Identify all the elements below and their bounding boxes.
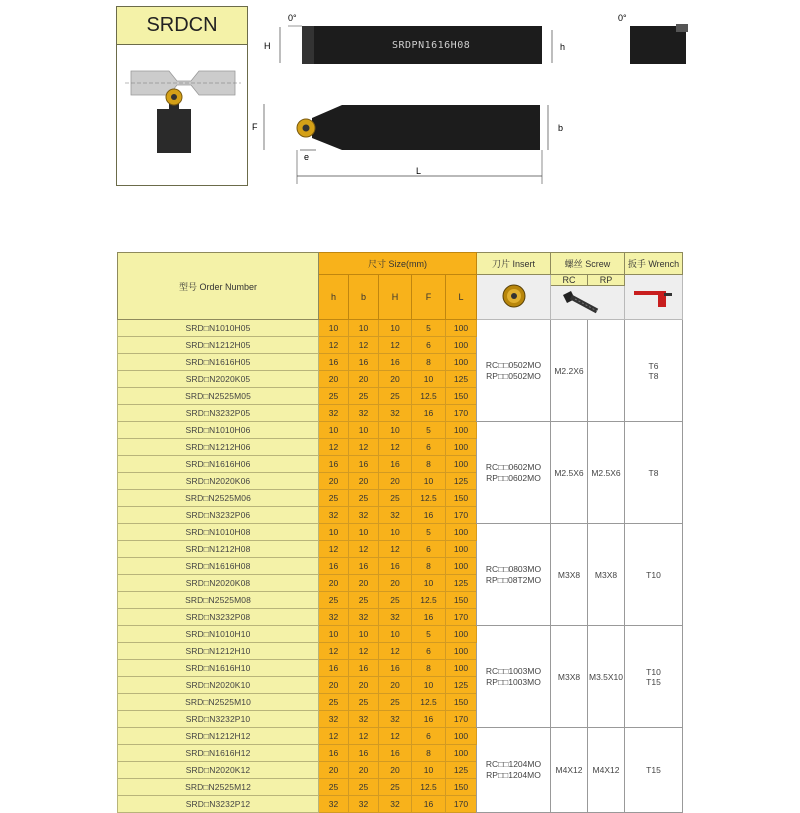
insert-cell xyxy=(477,422,551,524)
screw-rc-cell: M3X8 xyxy=(551,524,588,626)
header-size: 尺寸 Size(mm) xyxy=(319,253,477,275)
value-h: 25 xyxy=(319,490,349,507)
value-L: 170 xyxy=(446,609,477,626)
header-col-H: H xyxy=(379,275,412,320)
value-h: 12 xyxy=(319,728,349,745)
value-b: 25 xyxy=(349,779,379,796)
value-H: 25 xyxy=(379,694,412,711)
value-h: 20 xyxy=(319,677,349,694)
dim-L: L xyxy=(416,166,422,176)
value-H: 16 xyxy=(379,558,412,575)
value-F: 5 xyxy=(412,524,446,541)
order-number: SRD□N3232P05 xyxy=(118,405,319,422)
value-b: 10 xyxy=(349,626,379,643)
value-F: 8 xyxy=(412,558,446,575)
value-b: 32 xyxy=(349,609,379,626)
value-h: 16 xyxy=(319,745,349,762)
order-number: SRD□N1010H06 xyxy=(118,422,319,439)
insert-rp: RP□□0502MO xyxy=(486,370,541,381)
value-L: 170 xyxy=(446,711,477,728)
insert-cell xyxy=(477,524,551,626)
value-L: 150 xyxy=(446,779,477,796)
header-col-b: b xyxy=(349,275,379,320)
value-h: 12 xyxy=(319,541,349,558)
wrench-2: T8 xyxy=(648,370,659,381)
order-number: SRD□N2525M06 xyxy=(118,490,319,507)
value-b: 10 xyxy=(349,320,379,337)
order-number: SRD□N1010H08 xyxy=(118,524,319,541)
tool-preview-drawing xyxy=(117,45,247,185)
value-H: 32 xyxy=(379,405,412,422)
value-h: 12 xyxy=(319,643,349,660)
table-row xyxy=(118,422,683,439)
wrench-cell xyxy=(625,320,683,422)
value-L: 150 xyxy=(446,694,477,711)
dim-F: F xyxy=(252,122,258,132)
order-number: SRD□N1616H12 xyxy=(118,745,319,762)
value-b: 25 xyxy=(349,592,379,609)
value-H: 10 xyxy=(379,626,412,643)
value-b: 16 xyxy=(349,456,379,473)
order-number: SRD□N1010H10 xyxy=(118,626,319,643)
value-h: 32 xyxy=(319,405,349,422)
value-L: 100 xyxy=(446,524,477,541)
insert-image-cell xyxy=(477,275,551,320)
header-screw-rp: RP xyxy=(588,275,625,286)
value-H: 25 xyxy=(379,388,412,405)
wrench-1: T10 xyxy=(646,666,661,677)
header-col-h: h xyxy=(319,275,349,320)
value-H: 16 xyxy=(379,354,412,371)
value-L: 170 xyxy=(446,796,477,813)
value-h: 20 xyxy=(319,371,349,388)
side-view-head xyxy=(302,26,314,64)
value-H: 10 xyxy=(379,524,412,541)
value-H: 16 xyxy=(379,745,412,762)
value-F: 5 xyxy=(412,320,446,337)
order-number: SRD□N3232P10 xyxy=(118,711,319,728)
value-F: 12.5 xyxy=(412,490,446,507)
header-col-F: F xyxy=(412,275,446,320)
value-b: 16 xyxy=(349,558,379,575)
value-h: 25 xyxy=(319,388,349,405)
value-h: 25 xyxy=(319,779,349,796)
value-b: 16 xyxy=(349,660,379,677)
value-b: 12 xyxy=(349,643,379,660)
value-L: 125 xyxy=(446,371,477,388)
value-F: 10 xyxy=(412,371,446,388)
header-model: 型号 Order Number xyxy=(118,253,319,320)
value-H: 32 xyxy=(379,507,412,524)
insert-rp: RP□□08T2MO xyxy=(485,574,542,585)
value-L: 100 xyxy=(446,320,477,337)
value-L: 125 xyxy=(446,762,477,779)
screw-icon xyxy=(553,287,623,317)
value-H: 16 xyxy=(379,660,412,677)
order-number: SRD□N1616H06 xyxy=(118,456,319,473)
value-F: 5 xyxy=(412,626,446,643)
value-b: 25 xyxy=(349,388,379,405)
product-code: SRDCN xyxy=(116,6,248,44)
value-h: 12 xyxy=(319,337,349,354)
value-H: 25 xyxy=(379,490,412,507)
value-L: 125 xyxy=(446,473,477,490)
insert-rp: RP□□0602MO xyxy=(486,472,541,483)
value-L: 125 xyxy=(446,677,477,694)
screw-rc-cell: M2.2X6 xyxy=(551,320,588,422)
value-L: 150 xyxy=(446,490,477,507)
value-F: 6 xyxy=(412,337,446,354)
header-col-L: L xyxy=(446,275,477,320)
value-H: 12 xyxy=(379,337,412,354)
value-H: 12 xyxy=(379,439,412,456)
value-F: 16 xyxy=(412,405,446,422)
header-wrench: 扳手 Wrench xyxy=(625,253,683,275)
wrench-image-cell xyxy=(625,275,683,320)
engraved-model: SRDPN1616H08 xyxy=(392,40,471,51)
table-row xyxy=(118,728,683,745)
order-number: SRD□N1212H06 xyxy=(118,439,319,456)
wrench-cell xyxy=(625,626,683,728)
order-number: SRD□N2020K06 xyxy=(118,473,319,490)
value-h: 25 xyxy=(319,592,349,609)
wrench-1: T8 xyxy=(648,467,659,478)
angle-right: 0° xyxy=(618,13,627,23)
top-view-shank xyxy=(312,105,540,150)
value-F: 12.5 xyxy=(412,388,446,405)
value-b: 20 xyxy=(349,575,379,592)
value-b: 32 xyxy=(349,405,379,422)
order-number: SRD□N1212H10 xyxy=(118,643,319,660)
insert-cell xyxy=(477,320,551,422)
value-b: 32 xyxy=(349,796,379,813)
value-F: 16 xyxy=(412,796,446,813)
value-F: 10 xyxy=(412,762,446,779)
value-b: 10 xyxy=(349,524,379,541)
value-b: 20 xyxy=(349,371,379,388)
value-b: 32 xyxy=(349,711,379,728)
value-L: 100 xyxy=(446,626,477,643)
order-number: SRD□N2525M12 xyxy=(118,779,319,796)
insert-rp: RP□□1204MO xyxy=(486,770,541,780)
table-row xyxy=(118,524,683,541)
value-h: 20 xyxy=(319,473,349,490)
wrench-1: T6 xyxy=(648,360,659,371)
value-b: 25 xyxy=(349,490,379,507)
value-b: 16 xyxy=(349,354,379,371)
tool-preview xyxy=(116,44,248,186)
value-L: 170 xyxy=(446,405,477,422)
header-insert: 刀片 Insert xyxy=(477,253,551,275)
order-number: SRD□N1212H12 xyxy=(118,728,319,745)
screw-rc-cell: M3X8 xyxy=(551,626,588,728)
value-L: 100 xyxy=(446,541,477,558)
value-H: 20 xyxy=(379,762,412,779)
value-F: 8 xyxy=(412,456,446,473)
value-F: 6 xyxy=(412,541,446,558)
value-F: 12.5 xyxy=(412,779,446,796)
value-F: 6 xyxy=(412,728,446,745)
value-h: 16 xyxy=(319,354,349,371)
table-row xyxy=(118,626,683,643)
value-b: 20 xyxy=(349,473,379,490)
insert-rp: RP□□1003MO xyxy=(486,676,541,687)
value-h: 10 xyxy=(319,626,349,643)
order-number: SRD□N2020K10 xyxy=(118,677,319,694)
value-F: 5 xyxy=(412,422,446,439)
value-F: 10 xyxy=(412,473,446,490)
insert-rc: RC□□1204MO xyxy=(485,759,542,769)
value-h: 25 xyxy=(319,694,349,711)
order-number: SRD□N2525M05 xyxy=(118,388,319,405)
value-b: 12 xyxy=(349,728,379,745)
value-L: 125 xyxy=(446,575,477,592)
value-H: 32 xyxy=(379,609,412,626)
value-F: 8 xyxy=(412,745,446,762)
value-L: 100 xyxy=(446,745,477,762)
tool-drawing xyxy=(250,0,710,190)
insert-rc: RC□□0602MO xyxy=(485,461,542,472)
wrench-1: T15 xyxy=(646,765,661,775)
value-L: 100 xyxy=(446,558,477,575)
value-H: 16 xyxy=(379,456,412,473)
angle-left: 0° xyxy=(288,13,297,23)
order-number: SRD□N3232P12 xyxy=(118,796,319,813)
value-H: 10 xyxy=(379,422,412,439)
spec-table xyxy=(117,252,683,813)
table-row xyxy=(118,320,683,337)
order-number: SRD□N1212H08 xyxy=(118,541,319,558)
value-H: 20 xyxy=(379,473,412,490)
screw-rp-cell: M4X12 xyxy=(588,728,625,813)
value-F: 12.5 xyxy=(412,592,446,609)
value-H: 32 xyxy=(379,796,412,813)
order-number: SRD□N1616H10 xyxy=(118,660,319,677)
value-b: 25 xyxy=(349,694,379,711)
order-number: SRD□N2525M10 xyxy=(118,694,319,711)
value-L: 100 xyxy=(446,643,477,660)
value-L: 100 xyxy=(446,439,477,456)
value-H: 25 xyxy=(379,779,412,796)
value-H: 20 xyxy=(379,371,412,388)
value-F: 12.5 xyxy=(412,694,446,711)
value-h: 32 xyxy=(319,609,349,626)
order-number: SRD□N2525M08 xyxy=(118,592,319,609)
value-F: 16 xyxy=(412,507,446,524)
value-L: 170 xyxy=(446,507,477,524)
value-b: 12 xyxy=(349,337,379,354)
wrench-icon xyxy=(628,283,680,309)
value-h: 10 xyxy=(319,524,349,541)
value-L: 150 xyxy=(446,592,477,609)
screw-rc-cell: M2.5X6 xyxy=(551,422,588,524)
value-h: 16 xyxy=(319,660,349,677)
value-h: 32 xyxy=(319,507,349,524)
value-F: 8 xyxy=(412,354,446,371)
value-F: 10 xyxy=(412,677,446,694)
order-number: SRD□N1010H05 xyxy=(118,320,319,337)
wrench-2: T15 xyxy=(646,676,661,687)
value-H: 10 xyxy=(379,320,412,337)
order-number: SRD□N1616H08 xyxy=(118,558,319,575)
value-L: 100 xyxy=(446,354,477,371)
value-L: 100 xyxy=(446,422,477,439)
value-F: 6 xyxy=(412,439,446,456)
value-L: 100 xyxy=(446,660,477,677)
value-b: 12 xyxy=(349,439,379,456)
order-number: SRD□N1616H05 xyxy=(118,354,319,371)
order-number: SRD□N3232P06 xyxy=(118,507,319,524)
screw-rp-cell xyxy=(588,320,625,422)
order-number: SRD□N2020K12 xyxy=(118,762,319,779)
value-b: 20 xyxy=(349,762,379,779)
value-H: 20 xyxy=(379,677,412,694)
value-H: 12 xyxy=(379,728,412,745)
value-F: 10 xyxy=(412,575,446,592)
screw-rp-cell: M3.5X10 xyxy=(588,626,625,728)
value-H: 25 xyxy=(379,592,412,609)
value-b: 20 xyxy=(349,677,379,694)
value-F: 6 xyxy=(412,643,446,660)
value-h: 20 xyxy=(319,575,349,592)
value-F: 16 xyxy=(412,711,446,728)
dim-b: b xyxy=(558,123,564,133)
dim-H: H xyxy=(264,41,271,51)
screw-rp-cell: M2.5X6 xyxy=(588,422,625,524)
screw-rp-cell: M3X8 xyxy=(588,524,625,626)
insert-rc: RC□□1003MO xyxy=(485,665,542,676)
value-h: 10 xyxy=(319,422,349,439)
insert-rc: RC□□0502MO xyxy=(485,359,542,370)
value-F: 8 xyxy=(412,660,446,677)
value-h: 10 xyxy=(319,320,349,337)
order-number: SRD□N2020K05 xyxy=(118,371,319,388)
value-H: 12 xyxy=(379,643,412,660)
insert-rc: RC□□0803MO xyxy=(485,563,542,574)
order-number: SRD□N3232P08 xyxy=(118,609,319,626)
insert-cell xyxy=(477,626,551,728)
value-F: 16 xyxy=(412,609,446,626)
value-h: 12 xyxy=(319,439,349,456)
value-h: 32 xyxy=(319,796,349,813)
header-screw-rc: RC xyxy=(551,275,588,286)
insert-icon xyxy=(499,283,529,309)
value-L: 150 xyxy=(446,388,477,405)
dim-h: h xyxy=(560,42,566,52)
order-number: SRD□N2020K08 xyxy=(118,575,319,592)
value-h: 32 xyxy=(319,711,349,728)
value-L: 100 xyxy=(446,456,477,473)
screw-rc-cell: M4X12 xyxy=(551,728,588,813)
wrench-cell xyxy=(625,422,683,524)
value-b: 32 xyxy=(349,507,379,524)
value-H: 32 xyxy=(379,711,412,728)
order-number: SRD□N1212H05 xyxy=(118,337,319,354)
value-b: 16 xyxy=(349,745,379,762)
value-L: 100 xyxy=(446,728,477,745)
value-h: 16 xyxy=(319,558,349,575)
wrench-cell xyxy=(625,524,683,626)
header-screw: 螺丝 Screw xyxy=(551,253,625,275)
value-h: 20 xyxy=(319,762,349,779)
value-L: 100 xyxy=(446,337,477,354)
wrench-1: T10 xyxy=(646,569,661,580)
value-H: 20 xyxy=(379,575,412,592)
value-b: 12 xyxy=(349,541,379,558)
value-h: 16 xyxy=(319,456,349,473)
screw-image-cell xyxy=(551,286,625,320)
value-b: 10 xyxy=(349,422,379,439)
value-H: 12 xyxy=(379,541,412,558)
dim-e: e xyxy=(304,152,310,162)
